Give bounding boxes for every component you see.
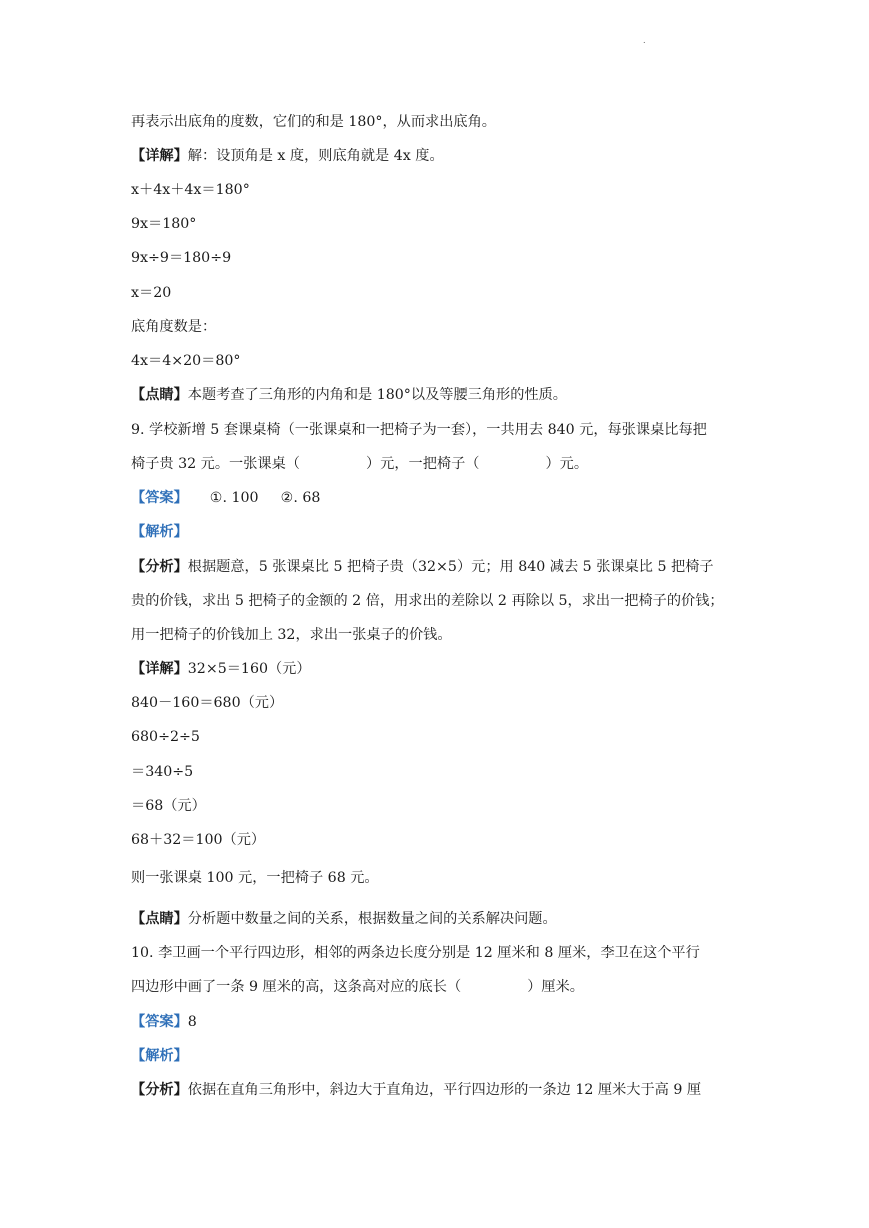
text-line: 贵的价钱，求出 5 把椅子的金额的 2 倍，用求出的差除以 2 再除以 5，求出一把椅子的价钱； xyxy=(131,593,724,609)
answer-line xyxy=(131,1013,197,1031)
equation-line: ＝340÷5 xyxy=(131,764,194,780)
text-line: 【分析】依据在直角三角形中，斜边大于直角边，平行四边形的一条边 12 厘米大于高 9 厘 xyxy=(131,1082,702,1098)
text-line: 【详解】32×5＝160（元） xyxy=(131,661,311,677)
text-line: 再表示出底角的度数，它们的和是 180°，从而求出底角。 xyxy=(131,114,496,130)
text-line: 【分析】根据题意，5 张课桌比 5 把椅子贵（32×5）元；用 840 减去 5 张课桌比 5 把椅子 xyxy=(131,559,714,575)
text-line: 用一把椅子的价钱加上 32，求出一张桌子的价钱。 xyxy=(131,627,452,643)
equation-line: 68＋32＝100（元） xyxy=(131,832,266,848)
answer-value: 8 xyxy=(187,1014,197,1030)
section-tag: 【点睛】 xyxy=(131,387,188,403)
equation-line: x＋4x＋4x＝180° xyxy=(131,182,250,198)
equation-line: 9x＝180° xyxy=(131,216,197,232)
section-tag: 【分析】 xyxy=(131,1082,188,1098)
equation-line: 4x＝4×20＝80° xyxy=(131,353,241,369)
equation-line: 840－160＝680（元） xyxy=(131,695,284,711)
section-tag: 【分析】 xyxy=(131,559,188,575)
question-9-cont: 椅子贵 32 元。一张课桌（ ）元，一把椅子（ ）元。 xyxy=(131,456,589,472)
header-mark: . xyxy=(643,36,646,45)
section-tag: 【详解】 xyxy=(131,148,188,164)
answer-tag: 【答案】 xyxy=(131,1014,188,1030)
equation-line: 680÷2÷5 xyxy=(131,729,200,745)
text-line: 【点睛】分析题中数量之间的关系，根据数量之间的关系解决问题。 xyxy=(131,911,557,927)
text-line: 【详解】解：设顶角是 x 度，则底角就是 4x 度。 xyxy=(131,148,444,164)
answer-line xyxy=(131,489,320,507)
analysis-tag: 【解析】 xyxy=(131,524,188,540)
section-tag: 【点睛】 xyxy=(131,911,188,927)
equation-line: ＝68（元） xyxy=(131,798,206,814)
text-line: 则一张课桌 100 元，一把椅子 68 元。 xyxy=(131,870,379,886)
answer-2: ②. 68 xyxy=(280,490,321,506)
analysis-heading xyxy=(131,523,188,541)
question-9: 9. 学校新增 5 套课桌椅（一张课桌和一把椅子为一套），一共用去 840 元，每张课桌比每把 xyxy=(131,422,707,438)
question-10: 10. 李卫画一个平行四边形，相邻的两条边长度分别是 12 厘米和 8 厘米，李卫在这个平行 xyxy=(131,945,700,961)
text-line: 底角度数是： xyxy=(131,319,217,335)
equation-line: 9x÷9＝180÷9 xyxy=(131,250,232,266)
answer-tag: 【答案】 xyxy=(131,490,188,506)
text-line: 【点睛】本题考查了三角形的内角和是 180°以及等腰三角形的性质。 xyxy=(131,387,567,403)
analysis-tag: 【解析】 xyxy=(131,1048,188,1064)
equation-line: x＝20 xyxy=(131,285,172,301)
analysis-heading xyxy=(131,1047,188,1065)
section-tag: 【详解】 xyxy=(131,661,188,677)
question-10-cont: 四边形中画了一条 9 厘米的高，这条高对应的底长（ ）厘米。 xyxy=(131,979,584,995)
answer-1: ①. 100 xyxy=(209,490,259,506)
